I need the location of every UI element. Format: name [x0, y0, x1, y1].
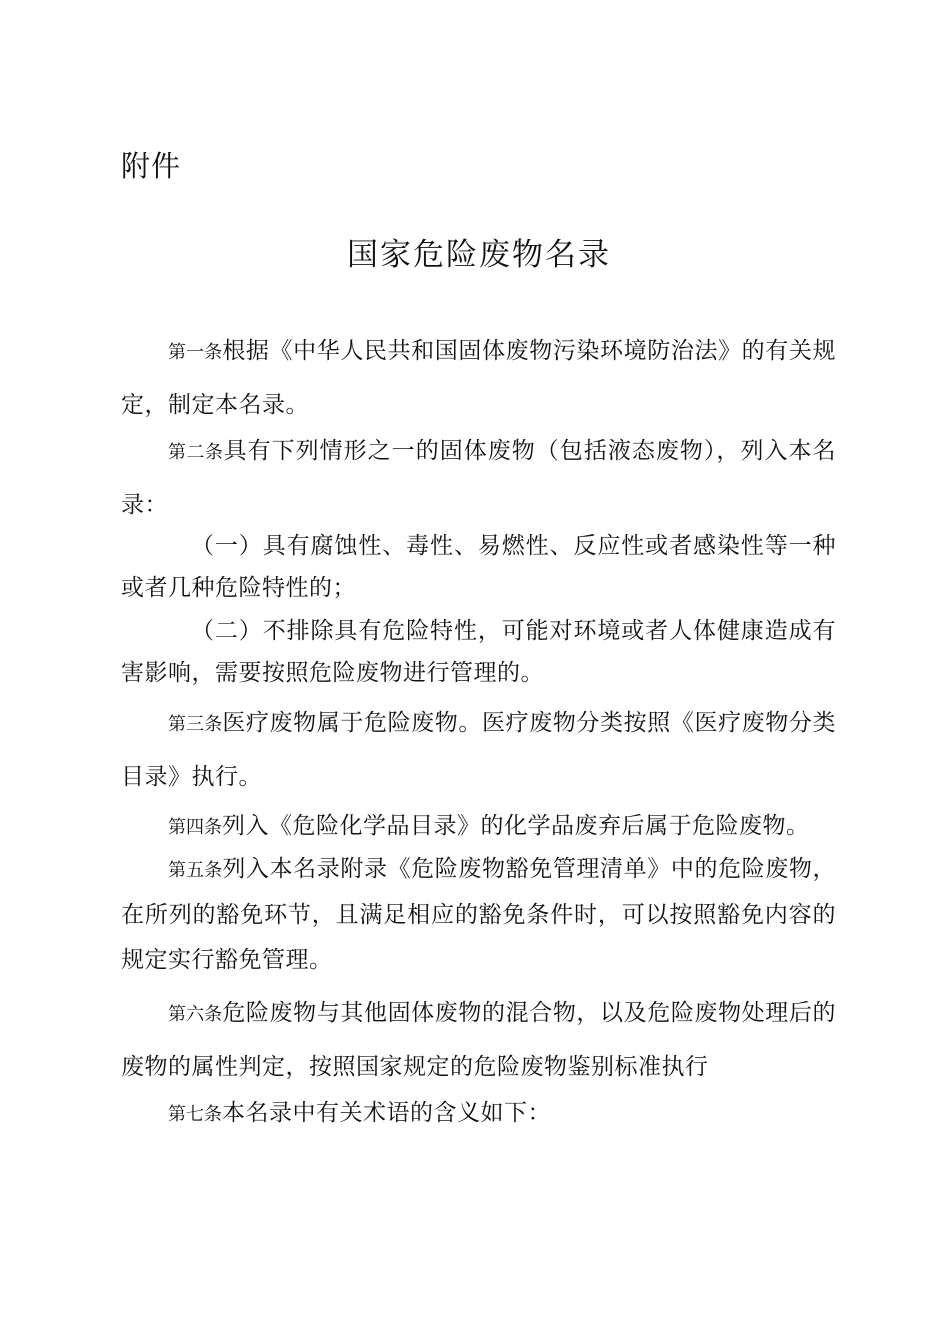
article-5 [121, 847, 836, 983]
article-text: 医疗废物属于危险废物。医疗废物分类按照《医疗废物分类目录》执行。 [121, 710, 837, 790]
article-2 [121, 425, 836, 531]
attachment-label: 附件 [121, 149, 182, 183]
article-4 [121, 800, 836, 854]
document-title: 国家危险废物名录 [347, 237, 611, 273]
article-3 [121, 697, 836, 803]
article-text: 本名录中有关术语的含义如下： [222, 1100, 551, 1126]
article-text: 具有下列情形之一的固体废物（包括液态废物），列入本名录： [121, 438, 837, 518]
article-number: 第七条 [168, 1104, 222, 1125]
article-number: 第四条 [168, 817, 222, 838]
article-number: 第二条 [168, 442, 224, 463]
article-number: 第五条 [168, 860, 223, 881]
article-number: 第三条 [168, 714, 223, 735]
article-text: 危险废物与其他固体废物的混合物，以及危险废物处理后的废物的属性判定，按照国家规定的危险废物鉴别标准执行 [121, 1000, 837, 1080]
item-text: （二）不排除具有危险特性，可能对环境或者人体健康造成有害影响，需要按照危险废物进行管理的。 [121, 618, 836, 686]
article-1 [121, 325, 836, 431]
article-text: 列入本名录附录《危险废物豁免管理清单》中的危险废物，在所列的豁免环节，且满足相应的豁免条件时，可以按照豁免内容的规定实行豁免管理。 [121, 856, 837, 973]
item-text: （一）具有腐蚀性、毒性、易燃性、反应性或者感染性等一种或者几种危险特性的； [121, 533, 836, 601]
article-text: 列入《危险化学品目录》的化学品废弃后属于危险废物。 [222, 813, 810, 839]
article-6 [121, 987, 836, 1093]
article-2-item-1 [121, 525, 836, 609]
article-text: 根据《中华人民共和国固体废物污染环境防治法》的有关规定，制定本名录。 [121, 338, 837, 418]
article-7 [121, 1087, 836, 1141]
article-2-item-2 [121, 610, 836, 694]
article-number: 第一条 [168, 342, 223, 363]
article-number: 第六条 [168, 1004, 223, 1025]
